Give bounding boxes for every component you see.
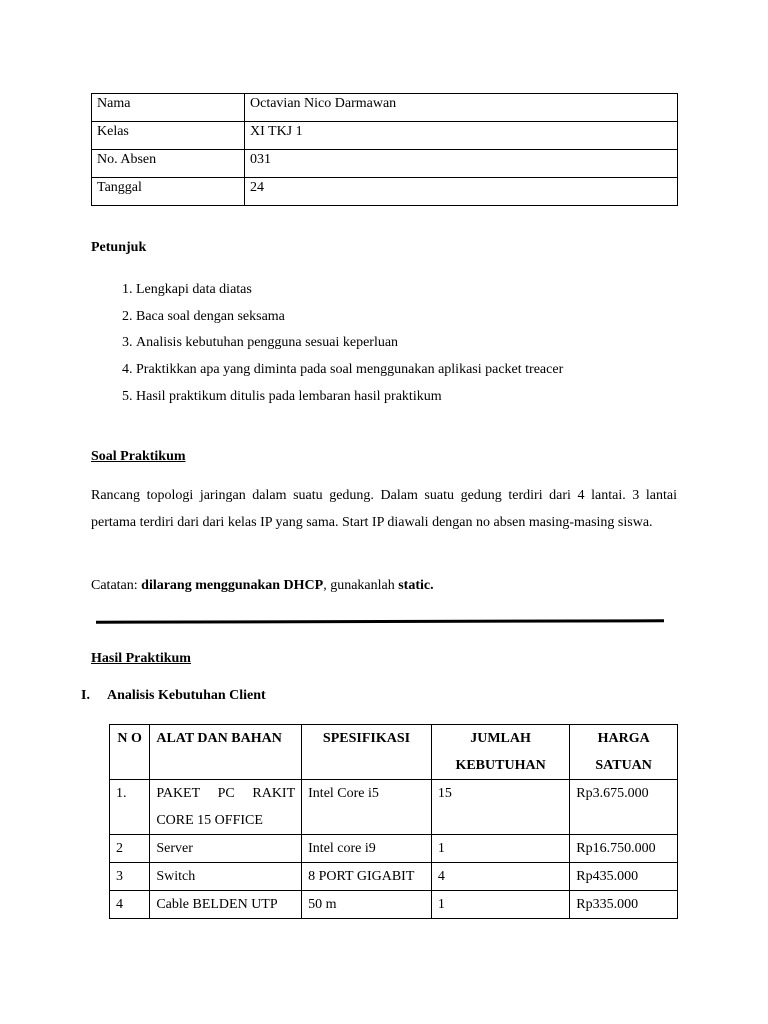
list-item: 1. Lengkapi data diatas (136, 277, 696, 304)
note-bold-static: static. (398, 578, 434, 593)
list-item: 4. Praktikkan apa yang diminta pada soal menggunakan aplikasi packet treacer (136, 357, 696, 384)
hasil-heading: Hasil Praktikum (91, 651, 191, 666)
identity-value: XI TKJ 1 (245, 122, 678, 150)
cell-no: 2 (110, 835, 150, 863)
cell-spesifikasi: Intel Core i5 (302, 780, 432, 835)
cell-alat: Switch (150, 863, 302, 891)
cell-spesifikasi: 50 m (302, 891, 432, 919)
identity-value: 031 (245, 150, 678, 178)
cell-alat: PAKET PC RAKIT CORE 15 OFFICE (150, 780, 302, 835)
cell-harga: Rp3.675.000 (570, 780, 678, 835)
table-row (110, 863, 678, 891)
header-no: N O (110, 725, 150, 780)
cell-spesifikasi: Intel core i9 (302, 835, 432, 863)
list-item: 2. Baca soal dengan seksama (136, 304, 696, 331)
section-number: I. (81, 688, 90, 703)
identity-value: Octavian Nico Darmawan (245, 94, 678, 122)
table-row (92, 150, 678, 178)
table-row (110, 891, 678, 919)
client-requirements-table (109, 724, 678, 919)
cell-jumlah: 4 (431, 863, 569, 891)
soal-heading: Soal Praktikum (91, 449, 186, 464)
cell-spesifikasi: 8 PORT GIGABIT (302, 863, 432, 891)
cell-harga: Rp435.000 (570, 863, 678, 891)
identity-label: Tanggal (92, 178, 245, 206)
cell-alat: Cable BELDEN UTP (150, 891, 302, 919)
note-middle: , gunakanlah (323, 578, 399, 593)
petunjuk-list (91, 277, 696, 411)
note-prefix: Catatan: (91, 578, 142, 593)
table-row (92, 178, 678, 206)
header-jumlah: JUMLAH KEBUTUHAN (431, 725, 569, 780)
cell-jumlah: 15 (431, 780, 569, 835)
list-item: 5. Hasil praktikum ditulis pada lembaran hasil praktikum (136, 384, 696, 411)
section-title-text: Analisis Kebutuhan Client (107, 688, 266, 703)
cell-harga: Rp335.000 (570, 891, 678, 919)
cell-jumlah: 1 (431, 891, 569, 919)
soal-note (91, 574, 434, 598)
table-row (92, 122, 678, 150)
header-alat: ALAT DAN BAHAN (150, 725, 302, 780)
identity-label: Kelas (92, 122, 245, 150)
note-bold-dhcp: dilarang menggunakan DHCP (141, 578, 324, 593)
petunjuk-heading: Petunjuk (91, 240, 147, 255)
identity-label: No. Absen (92, 150, 245, 178)
identity-table (91, 93, 678, 206)
cell-jumlah: 1 (431, 835, 569, 863)
horizontal-divider (96, 619, 664, 623)
identity-label: Nama (92, 94, 245, 122)
list-item: 3. Analisis kebutuhan pengguna sesuai keperluan (136, 330, 696, 357)
section-title (81, 685, 266, 707)
table-row (92, 94, 678, 122)
table-row (110, 780, 678, 835)
cell-no: 4 (110, 891, 150, 919)
table-header-row (110, 725, 678, 780)
cell-no: 3 (110, 863, 150, 891)
cell-harga: Rp16.750.000 (570, 835, 678, 863)
soal-paragraph: Rancang topologi jaringan dalam suatu gedung. Dalam suatu gedung terdiri dari 4 lantai. 3 lantai pertama terdiri dari dari kelas IP yang sama. Start IP diawali dengan no absen masing-masing siswa. (91, 488, 677, 530)
table-row (110, 835, 678, 863)
identity-value: 24 (245, 178, 678, 206)
cell-no: 1. (110, 780, 150, 835)
header-harga: HARGA SATUAN (570, 725, 678, 780)
cell-alat: Server (150, 835, 302, 863)
header-spesifikasi: SPESIFIKASI (302, 725, 432, 780)
